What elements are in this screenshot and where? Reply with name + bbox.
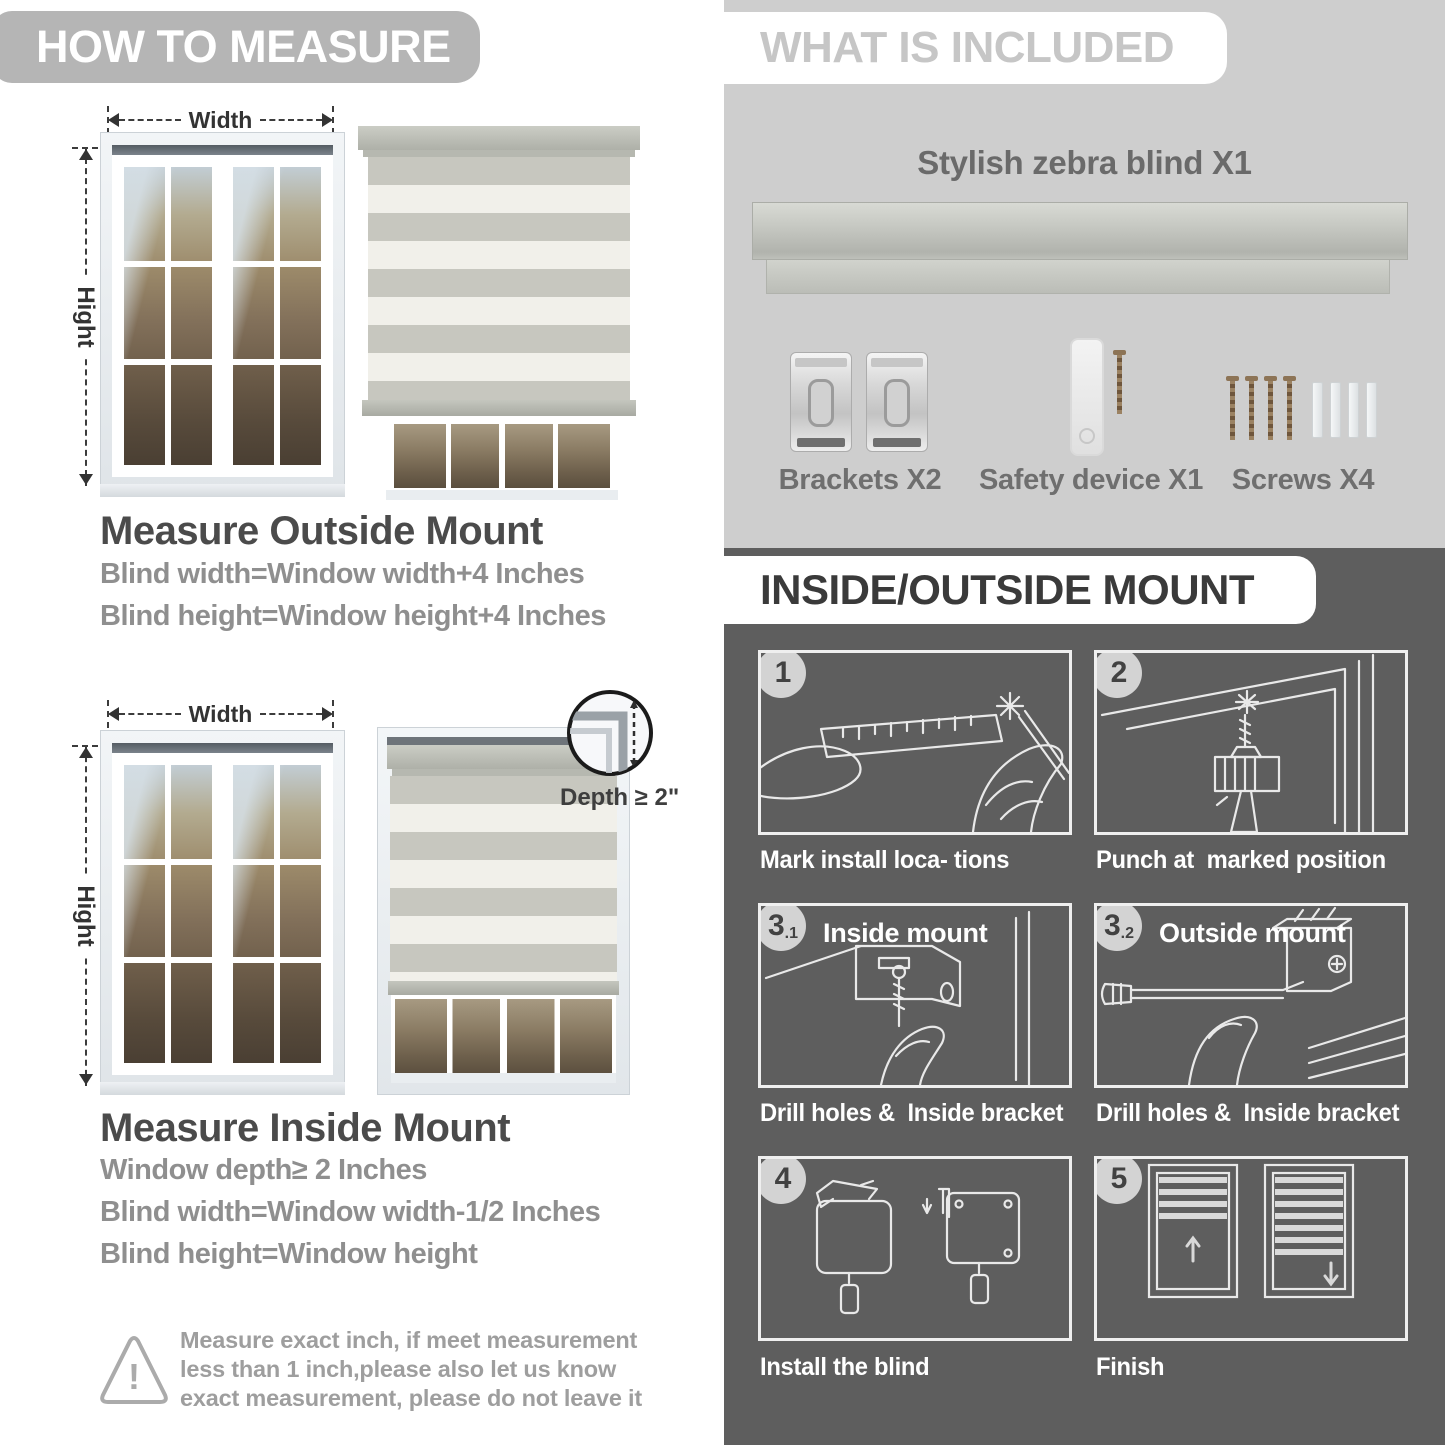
step-subnumber: .1 bbox=[784, 925, 799, 942]
step-1-illustration bbox=[761, 653, 1069, 832]
window-glass bbox=[394, 424, 610, 488]
arrowhead-left-icon bbox=[108, 113, 119, 127]
step-number: 3 bbox=[1103, 909, 1121, 942]
inside-depth-rule: Window depth≥ 2 Inches bbox=[100, 1154, 427, 1186]
blind-cassette bbox=[358, 126, 640, 150]
dashed-line bbox=[119, 119, 181, 121]
how-to-measure-title: HOW TO MEASURE bbox=[36, 21, 451, 72]
step-1-caption: Mark install loca- tions bbox=[760, 846, 1010, 874]
window-top-track bbox=[112, 145, 333, 155]
step-panel-2 bbox=[1094, 650, 1408, 835]
width-arrow-outside bbox=[108, 106, 333, 133]
arrowhead-down-icon bbox=[79, 474, 93, 492]
step-4-caption: Install the blind bbox=[760, 1353, 930, 1381]
brackets-label: Brackets X2 bbox=[778, 464, 942, 496]
window-glass bbox=[233, 167, 321, 465]
window-door bbox=[116, 757, 220, 1071]
window-photo-outside-mount bbox=[100, 132, 345, 497]
screw-image bbox=[1117, 354, 1122, 414]
what-is-included-header bbox=[724, 12, 1227, 84]
depth-magnifier-icon bbox=[563, 686, 657, 780]
wall-anchor-image bbox=[1330, 382, 1341, 438]
dashed-line bbox=[260, 713, 322, 715]
bracket-image bbox=[790, 352, 852, 452]
window-door bbox=[116, 159, 220, 473]
blind-bottom-rail bbox=[362, 400, 636, 416]
screw-image bbox=[1287, 380, 1292, 440]
height-label: Hight bbox=[71, 276, 99, 357]
wall-anchor-image bbox=[1366, 382, 1377, 438]
step-number: 5 bbox=[1110, 1162, 1128, 1195]
step-number: 2 bbox=[1110, 656, 1128, 689]
wall-anchor-image bbox=[1348, 382, 1359, 438]
step-2-illustration bbox=[1097, 653, 1405, 832]
step-4-illustration bbox=[761, 1159, 1069, 1338]
window-below-blind bbox=[386, 416, 618, 500]
step-2-caption: Punch at marked position bbox=[1096, 846, 1386, 874]
window-glass bbox=[124, 167, 212, 465]
screw-image bbox=[1249, 380, 1254, 440]
inside-mount-heading: Measure Inside Mount bbox=[100, 1106, 511, 1150]
window-below-blind bbox=[391, 995, 616, 1083]
step-3-1-caption: Drill holes & Inside bracket bbox=[760, 1099, 1064, 1127]
blind-headrail-image bbox=[752, 202, 1408, 260]
step-number: 1 bbox=[774, 656, 792, 689]
zebra-blind-outside-mount bbox=[358, 126, 640, 500]
step-title: Inside mount bbox=[823, 918, 988, 948]
product-label: Stylish zebra blind X1 bbox=[917, 144, 1252, 181]
window-sill bbox=[100, 484, 345, 497]
window-sill bbox=[391, 1073, 616, 1083]
window-doors bbox=[112, 753, 333, 1075]
step-title: Outside mount bbox=[1159, 918, 1346, 948]
arrowhead-down-icon bbox=[79, 1074, 93, 1092]
blind-striped-fabric bbox=[368, 157, 630, 400]
step-5-caption: Finish bbox=[1096, 1353, 1165, 1381]
screw-image bbox=[1268, 380, 1273, 440]
step-panel-4 bbox=[758, 1156, 1072, 1341]
blind-bottom-rail bbox=[388, 981, 619, 995]
screws-label: Screws X4 bbox=[1231, 464, 1375, 496]
outside-mount-heading: Measure Outside Mount bbox=[100, 509, 543, 553]
how-to-measure-header bbox=[0, 11, 480, 83]
step-subnumber: .2 bbox=[1120, 925, 1135, 942]
depth-callout-label: Depth ≥ 2" bbox=[560, 784, 680, 811]
window-glass bbox=[233, 765, 321, 1063]
step-number: 3 bbox=[767, 909, 785, 942]
bracket-base bbox=[797, 438, 845, 447]
step-5-illustration bbox=[1097, 1159, 1405, 1338]
warning-triangle-icon bbox=[97, 1331, 171, 1413]
width-label: Width bbox=[188, 700, 253, 727]
bracket-base bbox=[873, 438, 921, 447]
safety-device-image bbox=[1070, 338, 1104, 456]
window-door bbox=[225, 159, 329, 473]
blind-headrail-valance bbox=[766, 260, 1390, 294]
inside-height-formula: Blind height=Window height bbox=[100, 1238, 478, 1270]
window-photo-inside-mount bbox=[100, 730, 345, 1095]
dashed-line bbox=[119, 713, 181, 715]
window-top-track bbox=[112, 743, 333, 753]
warning-exclamation: ! bbox=[128, 1356, 140, 1397]
window-door bbox=[225, 757, 329, 1071]
width-label: Width bbox=[188, 106, 253, 133]
step-panel-3-2 bbox=[1094, 903, 1408, 1088]
bracket-image bbox=[866, 352, 928, 452]
measure-warning-text: Measure exact inch, if meet measurement less than 1 inch,please also let us know exact measurement, please do not leave it bbox=[180, 1327, 642, 1411]
outside-height-formula: Blind height=Window height+4 Inches bbox=[100, 600, 606, 632]
window-sill bbox=[100, 1082, 345, 1095]
arrowhead-left-icon bbox=[108, 707, 119, 721]
step-number: 4 bbox=[774, 1162, 792, 1195]
window-doors bbox=[112, 155, 333, 477]
arrowhead-up-icon bbox=[79, 142, 93, 160]
step-panel-5 bbox=[1094, 1156, 1408, 1341]
inside-outside-mount-header bbox=[724, 556, 1316, 624]
window-glass bbox=[395, 999, 612, 1075]
wall-anchor-image bbox=[1312, 382, 1323, 438]
step-panel-1 bbox=[758, 650, 1072, 835]
height-arrow-outside bbox=[72, 142, 99, 492]
safety-device-label: Safety device X1 bbox=[978, 464, 1204, 496]
window-sill bbox=[386, 490, 618, 500]
step-panel-3-1 bbox=[758, 903, 1072, 1088]
inside-outside-mount-title: INSIDE/OUTSIDE MOUNT bbox=[760, 566, 1255, 613]
outside-width-formula: Blind width=Window width+4 Inches bbox=[100, 558, 585, 590]
height-label: Hight bbox=[71, 875, 99, 956]
window-glass bbox=[124, 765, 212, 1063]
width-arrow-inside bbox=[108, 700, 333, 727]
screw-image bbox=[1230, 380, 1235, 440]
arrowhead-up-icon bbox=[79, 740, 93, 758]
height-arrow-inside bbox=[72, 740, 99, 1092]
zebra-blind-inside-mount bbox=[377, 727, 630, 1095]
step-3-2-caption: Drill holes & Inside bracket bbox=[1096, 1099, 1400, 1127]
inside-width-formula: Blind width=Window width-1/2 Inches bbox=[100, 1196, 601, 1228]
dashed-line bbox=[260, 119, 322, 121]
what-is-included-title: WHAT IS INCLUDED bbox=[760, 23, 1175, 72]
